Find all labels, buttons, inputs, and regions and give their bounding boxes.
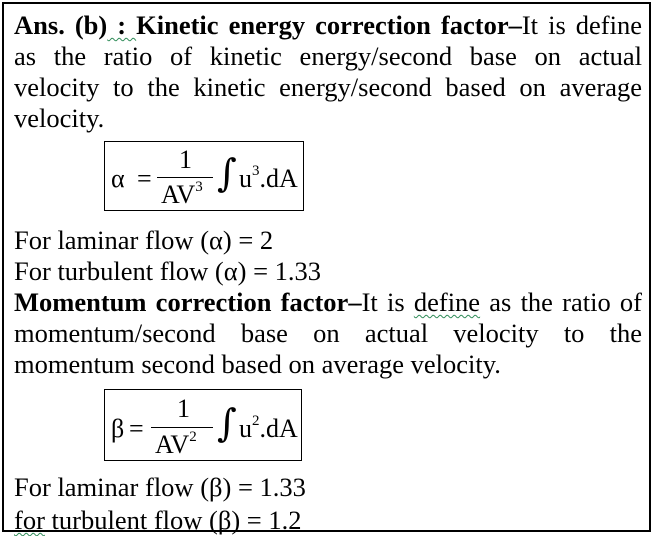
- alpha-denominator: [161, 179, 203, 209]
- beta-fraction-bar: [151, 427, 213, 428]
- beta-integrand-base: u: [239, 414, 252, 443]
- beta-integrand-tail: .dA: [259, 414, 298, 443]
- alpha-integral-sign: ∫: [217, 151, 237, 195]
- beta-integral-sign: ∫: [217, 401, 237, 445]
- kinetic-dash: –: [508, 10, 522, 40]
- beta-denominator: [155, 429, 197, 459]
- beta-equation-box: [104, 389, 302, 461]
- momentum-text-b: as the ratio of momentum/second base on actual velocity to the momentum second based on average velocity.: [14, 287, 642, 379]
- beta-symbol: β: [111, 414, 125, 443]
- beta-denominator-base: AV: [155, 430, 190, 459]
- momentum-paragraph: [14, 287, 642, 380]
- kinetic-heading: Kinetic energy correction factor: [136, 10, 509, 40]
- alpha-integrand: [239, 163, 298, 193]
- alpha-turbulent: For turbulent flow (α) = 1.33: [14, 256, 322, 286]
- beta-turbulent-rest: turbulent flow (β) = 1.2: [44, 505, 302, 535]
- answer-box: [2, 2, 651, 535]
- beta-equals: =: [129, 414, 144, 443]
- beta-integrand: [239, 413, 298, 443]
- alpha-symbol: α: [111, 164, 125, 193]
- momentum-heading: Momentum correction factor: [14, 287, 349, 317]
- beta-denominator-exponent: 2: [189, 429, 197, 445]
- alpha-integrand-base: u: [239, 164, 252, 193]
- beta-turbulent: [14, 505, 301, 536]
- alpha-numerator: 1: [179, 145, 192, 174]
- alpha-laminar: For laminar flow (α) = 2: [14, 225, 274, 255]
- answer-separator: :: [107, 10, 137, 40]
- alpha-equals: =: [137, 164, 152, 193]
- alpha-equation-box: [104, 141, 304, 211]
- answer-label: Ans. (b): [14, 10, 108, 40]
- alpha-fraction-bar: [157, 177, 213, 178]
- alpha-integrand-tail: .dA: [259, 164, 298, 193]
- momentum-define-word: define: [413, 287, 481, 317]
- alpha-denominator-base: AV: [161, 180, 196, 209]
- beta-numerator: 1: [177, 394, 190, 423]
- beta-integrand-exponent: 2: [252, 413, 260, 429]
- momentum-text-a: It is: [361, 287, 414, 317]
- kinetic-definition: It is define as the ratio of kinetic energy/second base on actual velocity to the kinetic energy/second based on average velocity.: [14, 10, 642, 133]
- beta-laminar: For laminar flow (β) = 1.33: [14, 472, 306, 502]
- momentum-dash: –: [348, 287, 362, 317]
- kinetic-energy-paragraph: [14, 10, 642, 134]
- alpha-denominator-exponent: 3: [195, 179, 203, 195]
- beta-turbulent-for: for: [14, 505, 45, 535]
- alpha-integrand-exponent: 3: [252, 163, 260, 179]
